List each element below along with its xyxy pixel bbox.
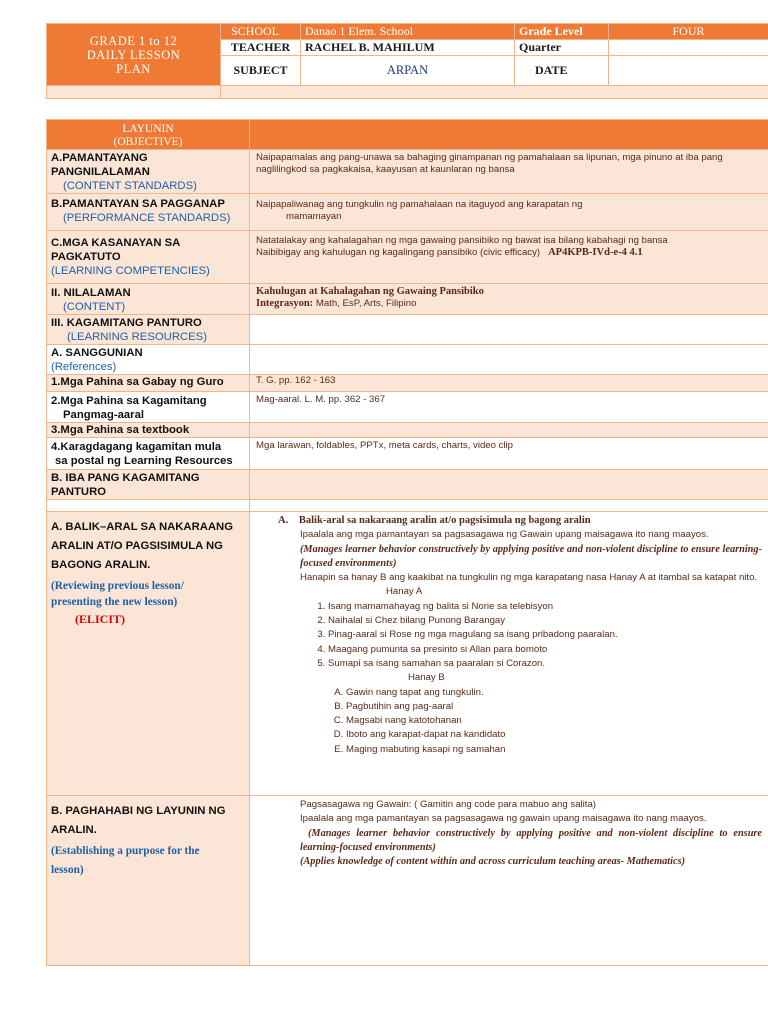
grade-level-value: FOUR [609, 24, 768, 40]
elicit-label: (ELICIT) [75, 612, 126, 626]
table-spacer [47, 500, 250, 512]
main-table [46, 119, 768, 966]
header-table [46, 23, 768, 99]
list-item: B. Pagbutihin ang pag-aaral [346, 700, 762, 714]
quarter-label: Quarter [515, 40, 609, 56]
performance-standards-value: Naipapaliwanag ang tungkulin ng pamahalaan na itaguyod ang karapatan ng mamamayan [250, 194, 768, 231]
list-item: D. Iboto ang karapat-dapat na kandidato [346, 728, 762, 742]
table-spacer [250, 500, 768, 512]
date-value [609, 56, 768, 86]
purpose-lesson-label: B. PAGHAHABI NG LAYUNIN NG ARALIN. (Establishing a purpose for the lesson) [47, 796, 250, 966]
content-standards-label: A.PAMANTAYANG PANGNILALAMAN (CONTENT STANDARDS) [47, 150, 250, 194]
hanay-b-list [300, 686, 762, 757]
content-standards-value: Naipapamalas ang pang-unawa sa bahaging ginampanan ng pamahalaan sa lipunan, mga pinuno at iba pang naglilingkod sa pagkakaisa, kaayusan at kaunlaran ng bansa [250, 150, 768, 194]
hanay-a-list [300, 600, 762, 671]
references-label: A. SANGGUNIAN (References) [47, 345, 250, 375]
list-item: 4. Maagang pumunta sa presinto si Allan para bomoto [328, 643, 762, 657]
performance-standards-label: B.PAMANTAYAN SA PAGGANAP (PERFORMANCE STANDARDS) [47, 194, 250, 231]
content-value: Kahulugan at Kahalagahan ng Gawaing Pansibiko Integrasyon: Math, EsP, Arts, Filipino [250, 284, 768, 315]
teacher-label: TEACHER [221, 40, 301, 56]
competency-code: AP4KPB-IVd-e-4 4.1 [548, 247, 643, 258]
list-item: C. Magsabi nang katotohanan [346, 714, 762, 728]
learner-material-pages-value: Mag-aaral. L. M. pp. 362 - 367 [250, 392, 768, 423]
learning-resources-label: III. KAGAMITANG PANTURO (LEARNING RESOURCES) [47, 315, 250, 345]
teacher-guide-pages-value: T. G. pp. 162 - 163 [250, 375, 768, 392]
list-item: 5. Sumapi sa isang samahan sa paaralan si Corazon. [328, 657, 762, 671]
review-lesson-content: A. Balik-aral sa nakaraang aralin at/o pagsisimula ng bagong aralin Ipaalala ang mga pamantayan sa pagsasagawa ng Gawain upang maisagawa ito nang maayos. (Manages learner behavior constructively by applying positive and non-violent discipline to ensure learning-focused environments) Hanapin sa hanay B ang kaakibat na tungkulin ng mga karapatang nasa Hanay A at itambal sa katapat nito. Hanay A 1. Isang mamamahayag ng balita si Norie sa telebisyon 2. Naihalal si Chez bilang Punong Barangay 3. Pinag-aaral si Rose ng mga magulang sa isang pribadong paaralan. 4. Maagang pumunta sa presinto si Allan para bomoto 5. Sumapi sa isang samahan sa paaralan si Corazon. Hanay B A. Gawin nang tapat ang tungkulin. B. Pagbutihin ang pag-aaral C. Magsabi nang katotohanan D. Iboto ang karapat-dapat na kandidato E. Maging mabuting kasapi ng samahan [250, 512, 768, 796]
textbook-pages-label: 3.Mga Pahina sa textbook [47, 423, 250, 438]
list-item: 1. Isang mamamahayag ng balita si Norie sa telebisyon [328, 600, 762, 614]
objective-header-fill [250, 120, 768, 150]
list-item: E. Maging mabuting kasapi ng samahan [346, 743, 762, 757]
other-materials-label: B. IBA PANG KAGAMITANG PANTURO [47, 470, 250, 500]
school-label: SCHOOL [221, 24, 301, 40]
review-heading: Balik-aral sa nakaraang aralin at/o pagsisimula ng bagong aralin [298, 515, 591, 526]
learning-competencies-label: C.MGA KASANAYAN SA PAGKATUTO (LEARNING COMPETENCIES) [47, 231, 250, 284]
review-lesson-label: A. BALIK–ARAL SA NAKARAANG ARALIN AT/O PAGSISIMULA NG BAGONG ARALIN. (Reviewing previous lesson/ presenting the new lesson) (ELICIT) [47, 512, 250, 796]
learning-resources-value [250, 315, 768, 345]
additional-materials-value: Mga larawan, foldables, PPTx, meta cards, charts, video clip [250, 438, 768, 470]
list-item: 2. Naihalal si Chez bilang Punong Barangay [328, 614, 762, 628]
references-value [250, 345, 768, 375]
list-item: A. Gawin nang tapat ang tungkulin. [346, 686, 762, 700]
purpose-lesson-content: Pagsasagawa ng Gawain: ( Gamitin ang code para mabuo ang salita) Ipaalala ang mga pamantayan sa pagsasagawa ng gawain upang maisagawa ito nang maayos. (Manages learner behavior constructively by applying positive and non-violent discipline to ensure learning-focused environments) (Applies knowledge of content within and across curriculum teaching areas- Mathematics) [250, 796, 768, 966]
subject-value: ARPAN [301, 56, 515, 86]
quarter-value [609, 40, 768, 56]
hanay-a-heading: Hanay A [386, 586, 423, 598]
teacher-value: RACHEL B. MAHILUM [301, 40, 515, 56]
objective-header: LAYUNIN (OBJECTIVE) [47, 120, 250, 150]
header-spacer [47, 86, 221, 99]
grade-level-label: Grade Level [515, 24, 609, 40]
learner-material-pages-label: 2.Mga Pahina sa Kagamitang Pangmag-aaral [47, 392, 250, 423]
hanay-b-heading: Hanay B [408, 672, 445, 684]
learning-competencies-value: Natatalakay ang kahalagahan ng mga gawaing pansibiko ng bawat isa bilang kabahagi ng bansa Naibibigay ang kahulugan ng kagalingang pansibiko (civic efficacy) AP4KPB-IVd-e-4 4.1 [250, 231, 768, 284]
content-label: II. NILALAMAN (CONTENT) [47, 284, 250, 315]
dlp-title: GRADE 1 to 12 DAILY LESSON PLAN [47, 24, 221, 86]
date-label: DATE [515, 56, 609, 86]
subject-label: SUBJECT [221, 56, 301, 86]
list-item: 3. Pinag-aaral si Rose ng mga magulang sa isang pribadong paaralan. [328, 628, 762, 642]
header-spacer [221, 86, 768, 99]
additional-materials-label: 4.Karagdagang kagamitan mula sa postal ng Learning Resources [47, 438, 250, 470]
teacher-guide-pages-label: 1.Mga Pahina sa Gabay ng Guro [47, 375, 250, 392]
other-materials-value [250, 470, 768, 500]
textbook-pages-value [250, 423, 768, 438]
school-value: Danao 1 Elem. School [301, 24, 515, 40]
